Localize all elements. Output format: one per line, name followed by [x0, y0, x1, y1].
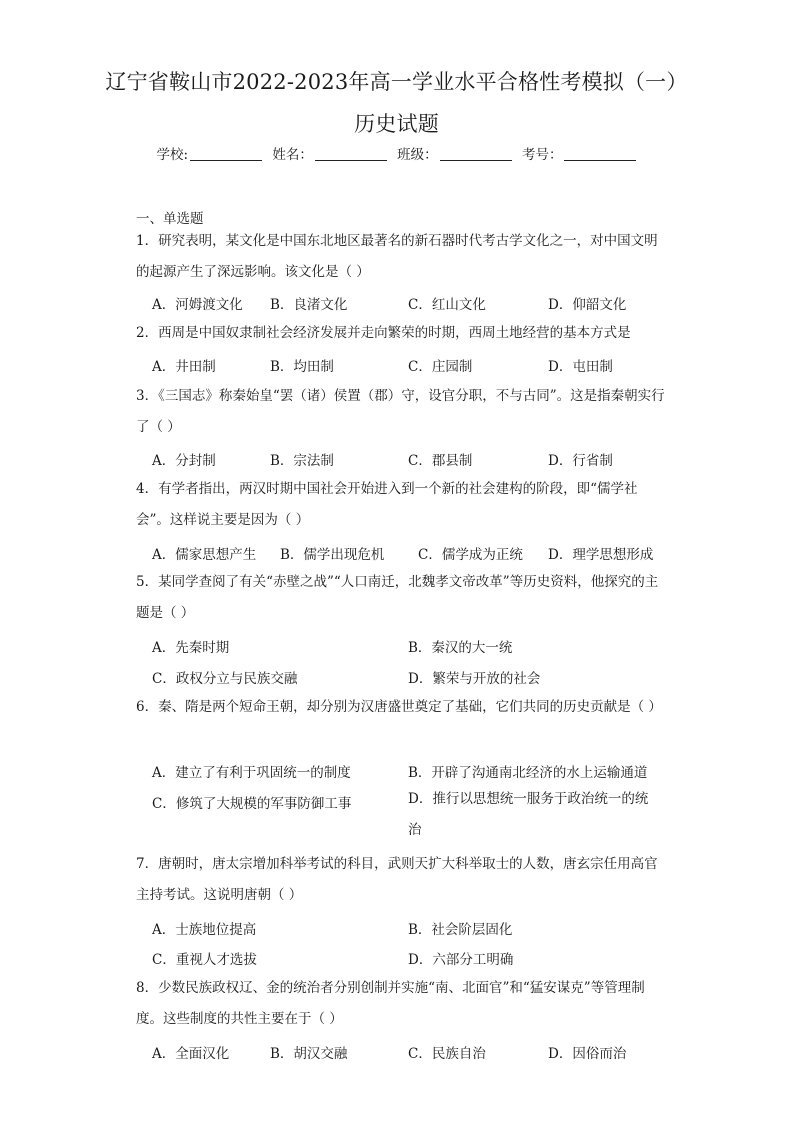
student-info-line [0, 143, 793, 163]
class-field: 班级： [397, 143, 512, 163]
option-a[interactable]: A．河姆渡文化 [152, 297, 243, 313]
class-blank[interactable] [440, 146, 512, 161]
option-d[interactable]: D．仰韶文化 [548, 297, 627, 313]
option-a[interactable]: A．井田制 [152, 359, 216, 375]
exam-number-field: 考号： [522, 143, 637, 163]
school-field: 学校: [157, 143, 263, 163]
option-d[interactable]: D．因俗而治 [548, 1046, 627, 1062]
question-5-options-row1 [152, 636, 672, 658]
question-7-stem: 7．唐朝时，唐太宗增加科举考试的科目，武则天扩大科举取士的人数，唐玄宗任用高官主持考试。这说明唐朝（ ） [136, 856, 658, 903]
option-a[interactable]: A．全面汉化 [152, 1046, 230, 1062]
option-b[interactable]: B．儒学出现危机 [280, 547, 385, 563]
question-3-options [152, 449, 672, 471]
name-field: 姓名： [272, 143, 387, 163]
option-b[interactable]: B．社会阶层固化 [408, 922, 513, 938]
option-b[interactable]: B．秦汉的大一统 [408, 640, 513, 656]
option-d[interactable]: D．行省制 [548, 453, 613, 469]
option-c[interactable]: C．民族自治 [408, 1046, 486, 1062]
option-a[interactable]: A．建立了有利于巩固统一的制度 [152, 765, 351, 781]
exam-subtitle: 历史试题 [354, 112, 439, 136]
question-6-stem: 6．秦、隋是两个短命王朝，却分别为汉唐盛世奠定了基础，它们共同的历史贡献是（ ） [136, 699, 662, 715]
option-b[interactable]: B．胡汉交融 [270, 1046, 348, 1062]
option-b[interactable]: B．开辟了沟通南北经济的水上运输通道 [408, 765, 648, 781]
question-6-options-row1 [152, 761, 672, 783]
option-b[interactable]: B．宗法制 [270, 453, 334, 469]
question-8-options [152, 1042, 672, 1064]
school-blank[interactable] [190, 146, 262, 161]
option-c[interactable]: C．儒学成为正统 [418, 547, 523, 563]
question-2-options [152, 355, 672, 377]
question-1-stem: 1．研究表明，某文化是中国东北地区最著名的新石器时代考古学文化之一，对中国文明的起源产生了深远影响。该文化是（ ） [136, 233, 658, 280]
question-5-options-row2 [152, 667, 672, 689]
question-7-options-row1 [152, 918, 672, 940]
question-3-stem: 3．《三国志》称秦始皇“罢（诸）侯置（郡）守，设官分职，不与古同”。这是指秦朝实行了（ ） [136, 388, 665, 435]
question-1-options [152, 293, 672, 315]
option-b[interactable]: B．良渚文化 [270, 297, 348, 313]
option-c[interactable]: C．郡县制 [408, 453, 473, 469]
question-5-stem: 5．某同学查阅了有关“赤壁之战”“人口南迁，北魏孝文帝改革”等历史资料，他探究的主题是（ ） [136, 574, 659, 621]
question-4-stem: 4．有学者指出，两汉时期中国社会开始进入到一个新的社会建构的阶段，即“儒学社会”。这样说主要是因为（ ） [136, 481, 638, 528]
option-d[interactable]: D．屯田制 [548, 359, 613, 375]
option-d[interactable]: D．繁荣与开放的社会 [408, 671, 541, 687]
exam-title: 辽宁省鞍山市2022-2023年高一学业水平合格性考模拟（一） [105, 70, 688, 94]
option-c[interactable]: C．重视人才选拔 [152, 952, 257, 968]
option-d[interactable]: D．推行以思想统一服务于政治统一的统治 [408, 791, 649, 838]
option-a[interactable]: A．先秦时期 [152, 640, 230, 656]
name-blank[interactable] [315, 146, 387, 161]
option-c[interactable]: C．庄园制 [408, 359, 473, 375]
option-c[interactable]: C．政权分立与民族交融 [152, 671, 298, 687]
question-6-options-row2 [152, 792, 672, 844]
option-a[interactable]: A．儒家思想产生 [152, 547, 257, 563]
option-c[interactable]: C．红山文化 [408, 297, 486, 313]
option-d[interactable]: D．六部分工明确 [408, 952, 514, 968]
question-8-stem: 8．少数民族政权辽、金的统治者分别创制并实施“南、北面官”和“猛安谋克”等管理制度。这些制度的共性主要在于（ ） [136, 980, 645, 1027]
option-a[interactable]: A．分封制 [152, 453, 216, 469]
option-d[interactable]: D．理学思想形成 [548, 547, 654, 563]
option-a[interactable]: A．士族地位提高 [152, 922, 257, 938]
question-7-options-row2 [152, 948, 672, 970]
question-4-options [152, 543, 672, 565]
question-2-stem: 2．西周是中国奴隶制社会经济发展并走向繁荣的时期，西周土地经营的基本方式是 [136, 325, 631, 341]
option-b[interactable]: B．均田制 [270, 359, 334, 375]
section-heading: 一、单选题 [136, 211, 204, 227]
option-c[interactable]: C．修筑了大规模的军事防御工事 [152, 796, 352, 812]
exam-number-blank[interactable] [564, 146, 636, 161]
